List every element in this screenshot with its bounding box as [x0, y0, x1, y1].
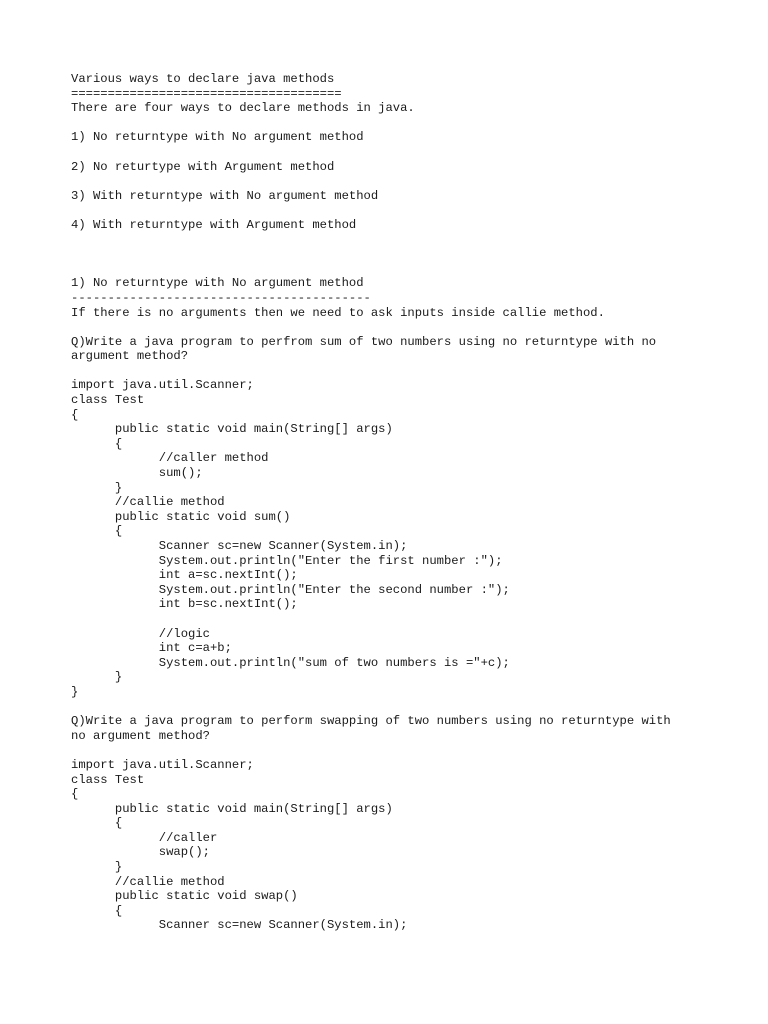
question-1: Q)Write a java program to perfrom sum of two numbers using no returntype with no	[71, 334, 657, 349]
code-line: System.out.println("Enter the second number :");	[71, 582, 510, 597]
blank-line	[71, 700, 711, 715]
code-line: {	[71, 436, 123, 451]
blank-line	[71, 320, 711, 335]
blank-line	[71, 116, 711, 131]
blank-line	[71, 743, 711, 758]
section-underline: -----------------------------------------	[71, 290, 371, 305]
blank-line	[71, 145, 711, 160]
code-line: sum();	[71, 466, 203, 481]
blank-line	[71, 364, 711, 379]
blank-line	[71, 262, 711, 277]
code-line: public static void swap()	[71, 889, 298, 904]
way-item-3: 3) With returntype with No argument method	[71, 188, 379, 203]
code-line: import java.util.Scanner;	[71, 378, 254, 393]
blank-line	[71, 247, 711, 262]
way-item-4: 4) With returntype with Argument method	[71, 217, 357, 232]
doc-title: Various ways to declare java methods	[71, 72, 335, 86]
code-line: //callie method	[71, 495, 225, 510]
way-item-1: 1) No returntype with No argument method	[71, 130, 364, 145]
code-line: {	[71, 524, 123, 539]
blank-line	[71, 203, 711, 218]
code-line: import java.util.Scanner;	[71, 757, 254, 772]
code-line: }	[71, 670, 123, 685]
code-line: {	[71, 903, 123, 918]
code-line: public static void main(String[] args)	[71, 422, 393, 437]
question-1-cont: argument method?	[71, 349, 189, 364]
code-line: int a=sc.nextInt();	[71, 568, 298, 583]
section-heading: 1) No returntype with No argument method	[71, 276, 364, 291]
code-line: {	[71, 787, 79, 802]
intro-text: There are four ways to declare methods in java.	[71, 101, 415, 116]
code-line: {	[71, 407, 79, 422]
code-line: public static void main(String[] args)	[71, 801, 393, 816]
code-line: int b=sc.nextInt();	[71, 597, 298, 612]
code-line: int c=a+b;	[71, 641, 232, 656]
blank-line	[71, 612, 711, 627]
code-line: //callie method	[71, 874, 225, 889]
question-2-cont: no argument method?	[71, 728, 210, 743]
code-line: {	[71, 816, 123, 831]
code-line: class Test	[71, 772, 145, 787]
blank-line	[71, 174, 711, 189]
code-line: Scanner sc=new Scanner(System.in);	[71, 918, 408, 933]
code-line: swap();	[71, 845, 210, 860]
code-line: //caller	[71, 830, 218, 845]
code-line: Scanner sc=new Scanner(System.in);	[71, 539, 408, 553]
code-line: public static void sum()	[71, 509, 291, 524]
code-line: System.out.println("sum of two numbers is ="+c);	[71, 655, 510, 670]
blank-line	[71, 233, 711, 248]
section-description: If there is no arguments then we need to ask inputs inside callie method.	[71, 305, 605, 320]
title-underline: =====================================	[71, 86, 342, 101]
code-line: //logic	[71, 626, 210, 641]
code-line: }	[71, 860, 123, 875]
question-2: Q)Write a java program to perform swapping of two numbers using no returntype with	[71, 714, 671, 729]
code-line: System.out.println("Enter the first number :");	[71, 553, 503, 568]
code-line: class Test	[71, 393, 145, 408]
code-line: //caller method	[71, 451, 269, 466]
code-line: }	[71, 684, 79, 699]
document-page	[71, 72, 711, 933]
code-line: }	[71, 480, 123, 495]
way-item-2: 2) No returtype with Argument method	[71, 159, 335, 174]
